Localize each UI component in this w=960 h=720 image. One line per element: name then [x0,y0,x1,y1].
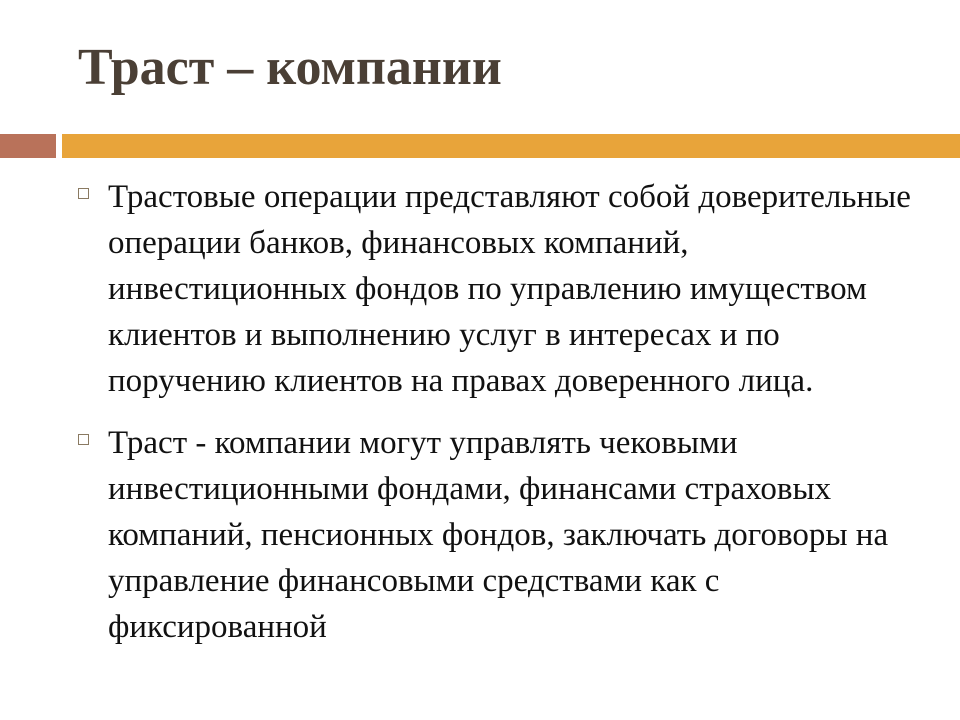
bullet-list [0,174,960,666]
accent-bar-right [62,134,960,158]
hollow-square-bullet-icon [78,434,89,445]
bullet-text: Траст - компании могут управлять чековыми инвестиционными фондами, финансами страховых компаний, пенсионных фондов, заключать договоры на управление финансовыми средствами как с фиксированной [108,425,889,645]
hollow-square-bullet-icon [78,188,89,199]
bullet-item [0,420,960,650]
accent-bar-left [0,134,56,158]
slide-title: Траст – компании [78,39,502,96]
bullet-text: Трастовые операции представляют собой доверительные операции банков, финансовых компаний, инвестиционных фондов по управлению имуществом клиентов и выполнению услуг в интересах и по поручению клиентов на правах доверенного лица. [108,179,911,399]
bullet-item [0,174,960,404]
